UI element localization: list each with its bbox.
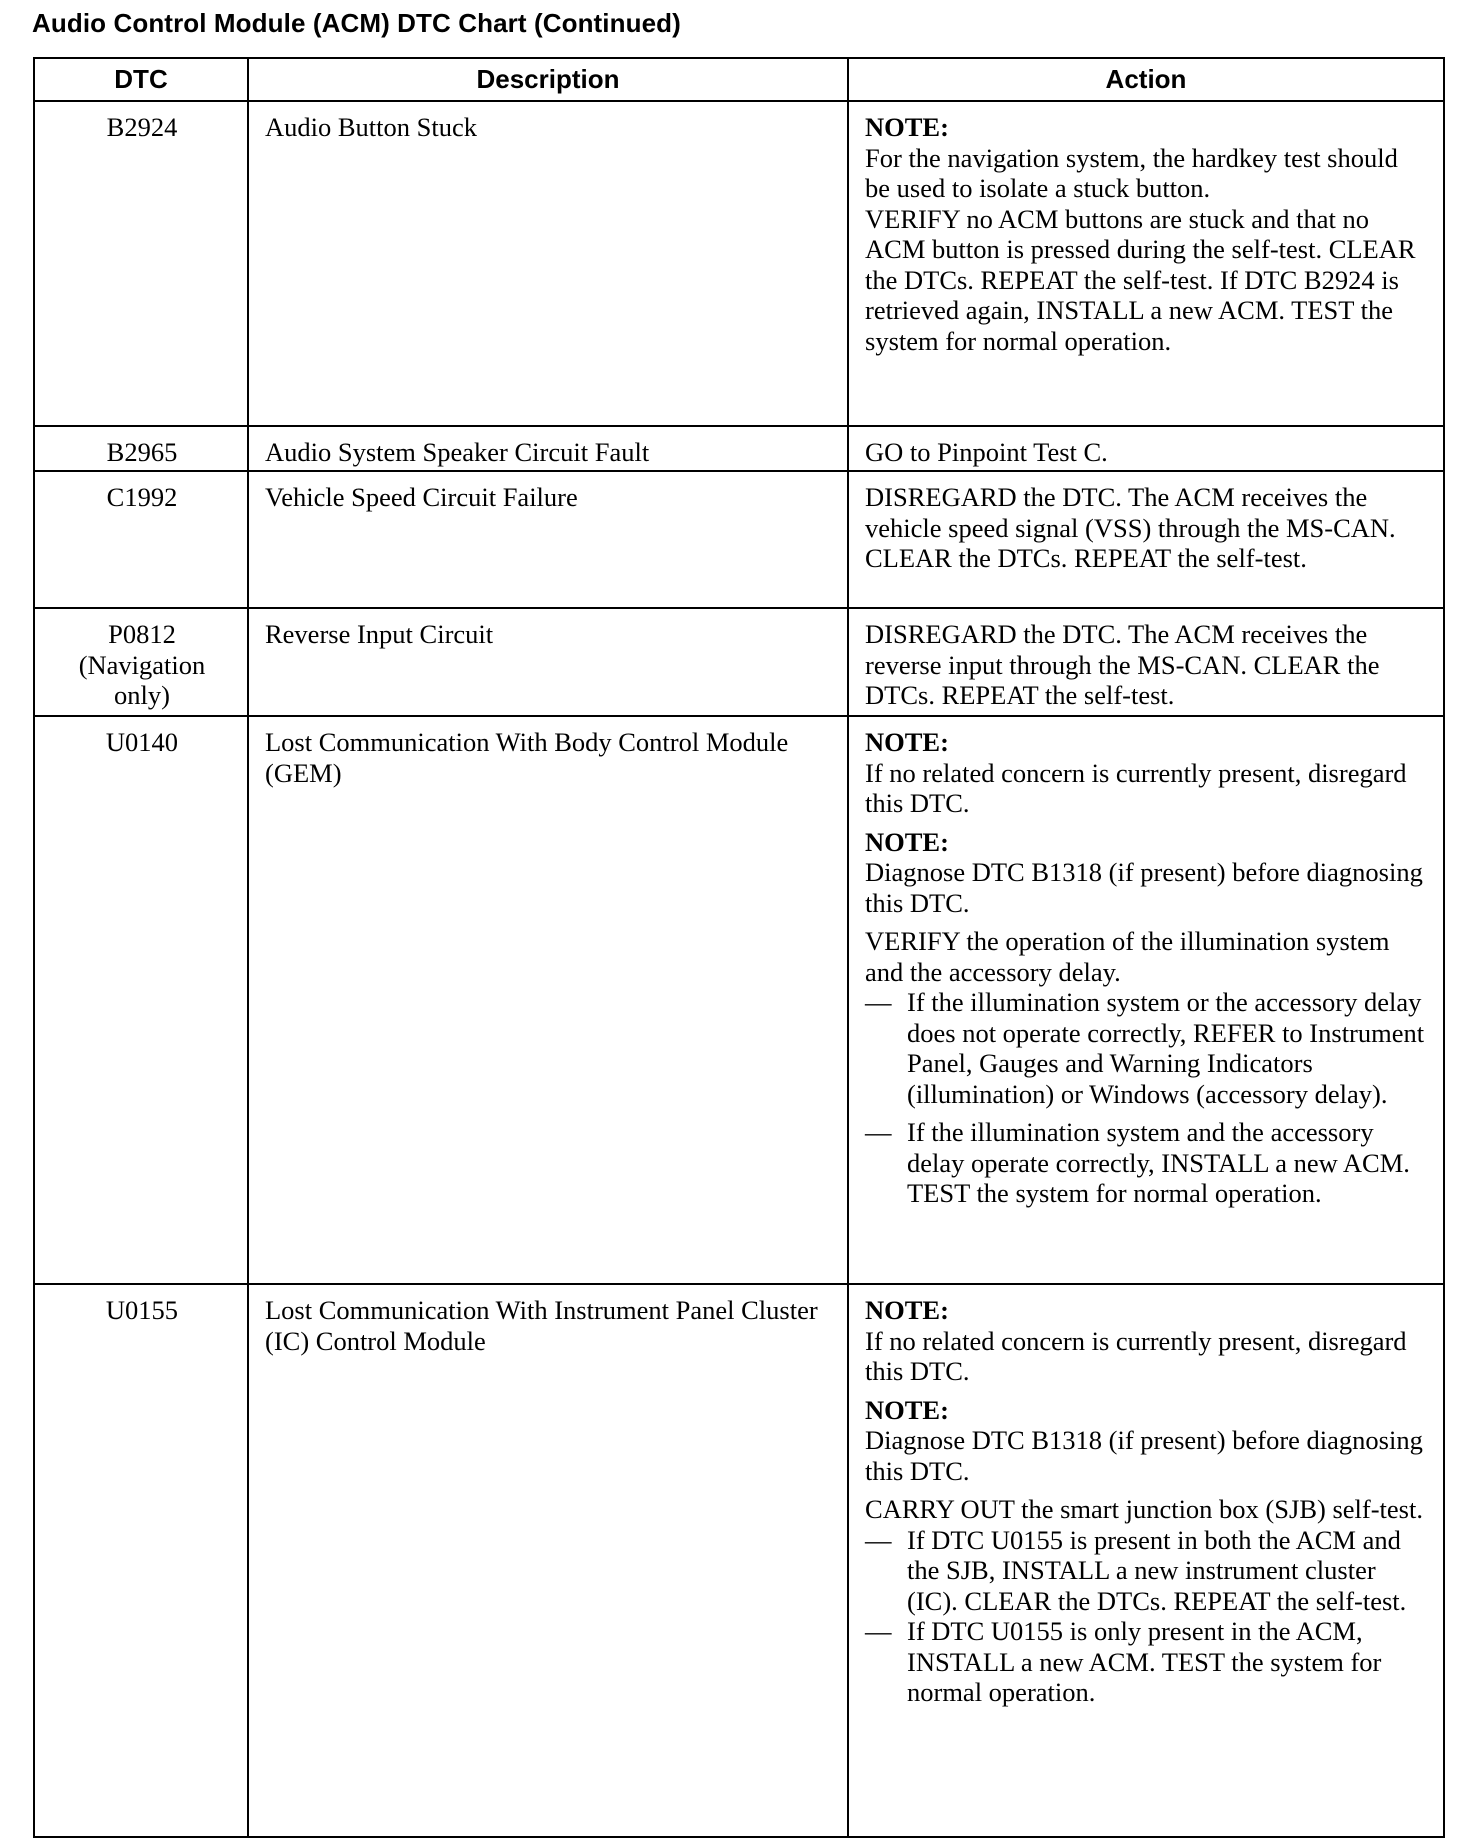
action-bullet (865, 1117, 1429, 1209)
dtc-description: Vehicle Speed Circuit Failure (248, 471, 848, 608)
dash-glyph: — (865, 1524, 892, 1555)
dtc-code: B2924 (34, 101, 248, 426)
action-text: DISREGARD the DTC. The ACM receives the reverse input through the MS-CAN. CLEAR the DTCs. REPEAT the self-test. (865, 619, 1380, 710)
action-bullet (865, 1616, 1429, 1708)
dash-glyph: — (865, 987, 892, 1017)
dtc-action (848, 716, 1444, 1284)
note-text: Diagnose DTC B1318 (if present) before diagnosing this DTC. (865, 857, 1423, 918)
header-action: Action (848, 58, 1444, 101)
table-row (34, 101, 1444, 426)
note-label: NOTE: (865, 1394, 949, 1425)
table-row (34, 716, 1444, 1284)
dtc-description: Reverse Input Circuit (248, 608, 848, 716)
note-text: If no related concern is currently present, disregard this DTC. (865, 1325, 1407, 1386)
note-label: NOTE: (865, 112, 949, 142)
dtc-code-qualifier: (Navigation only) (78, 649, 206, 710)
dtc-code: U0155 (34, 1284, 248, 1837)
action-bullet (865, 1525, 1429, 1617)
dtc-action (848, 1284, 1444, 1837)
note-label: NOTE: (865, 826, 949, 857)
note-label: NOTE: (865, 1295, 949, 1325)
page-title: Audio Control Module (ACM) DTC Chart (Continued) (32, 8, 681, 38)
action-text: VERIFY the operation of the illumination system and the accessory delay. (865, 926, 1390, 987)
bullet-text: If DTC U0155 is present in both the ACM and the SJB, INSTALL a new instrument cluster (IC). CLEAR the DTCs. REPEAT the self-test. (907, 1524, 1407, 1616)
table-row (34, 471, 1444, 608)
dash-glyph: — (865, 1117, 892, 1147)
action-text: GO to Pinpoint Test C. (865, 437, 1108, 467)
dtc-code (34, 608, 248, 716)
action-text: VERIFY no ACM buttons are stuck and that no ACM button is pressed during the self-test. CLEAR the DTCs. REPEAT the self-test. If DTC B2924 is retrieved again, INSTALL a new ACM. TEST the system for normal operation. (865, 203, 1416, 356)
action-text: CARRY OUT the smart junction box (SJB) self-test. (865, 1494, 1423, 1524)
note-label: NOTE: (865, 727, 949, 757)
note-text: If no related concern is currently present, disregard this DTC. (865, 757, 1407, 818)
dtc-action (848, 471, 1444, 608)
note-text: Diagnose DTC B1318 (if present) before diagnosing this DTC. (865, 1425, 1423, 1486)
dtc-description: Audio System Speaker Circuit Fault (248, 426, 848, 471)
table-row (34, 608, 1444, 716)
dtc-action (848, 608, 1444, 716)
dtc-action (848, 101, 1444, 426)
dtc-description: Audio Button Stuck (248, 101, 848, 426)
bullet-text: If DTC U0155 is only present in the ACM, INSTALL a new ACM. TEST the system for normal operation. (907, 1616, 1382, 1707)
note-text: For the navigation system, the hardkey test should be used to isolate a stuck button. (865, 142, 1398, 203)
header-description: Description (248, 58, 848, 101)
dtc-description: Lost Communication With Body Control Module (GEM) (248, 716, 848, 1284)
dtc-code: C1992 (34, 471, 248, 608)
dtc-table (33, 57, 1445, 1838)
dtc-code: B2965 (34, 426, 248, 471)
table-header-row (34, 58, 1444, 101)
bullet-text: If the illumination system or the accessory delay does not operate correctly, REFER to Instrument Panel, Gauges and Warning Indicators (illumination) or Windows (accessory delay). (907, 987, 1425, 1109)
action-bullet (865, 987, 1429, 1109)
header-dtc: DTC (34, 58, 248, 101)
bullet-text: If the illumination system and the accessory delay operate correctly, INSTALL a new ACM. TEST the system for normal operation. (907, 1117, 1410, 1208)
action-text: DISREGARD the DTC. The ACM receives the vehicle speed signal (VSS) through the MS-CAN. CLEAR the DTCs. REPEAT the self-test. (865, 482, 1396, 573)
dtc-action (848, 426, 1444, 471)
dtc-description: Lost Communication With Instrument Panel Cluster (IC) Control Module (248, 1284, 848, 1837)
table-row (34, 426, 1444, 471)
table-row (34, 1284, 1444, 1837)
dtc-code-line: P0812 (108, 619, 176, 649)
dtc-code: U0140 (34, 716, 248, 1284)
dash-glyph: — (865, 1616, 892, 1646)
